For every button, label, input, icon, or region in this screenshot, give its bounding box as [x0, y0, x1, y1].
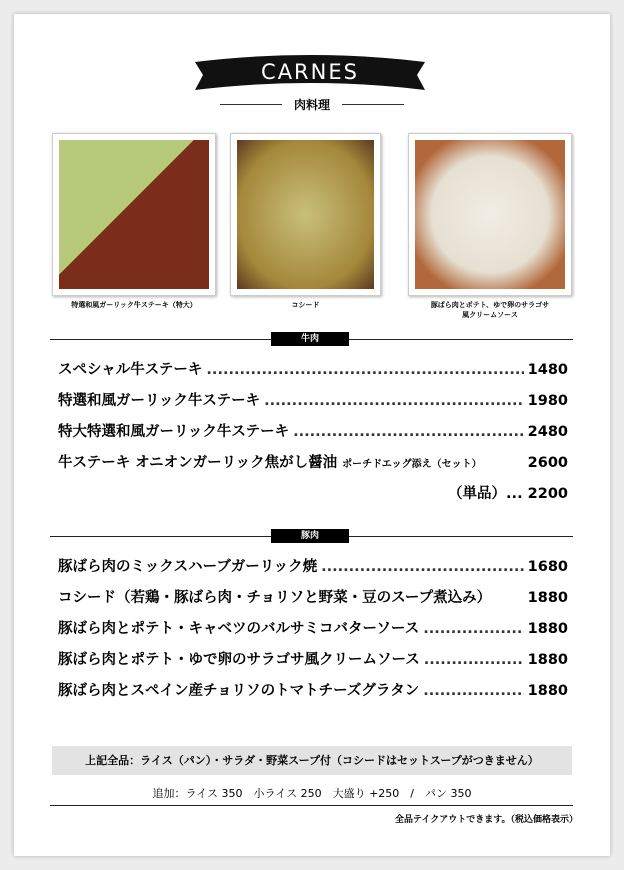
menu-item: （単品）... 2200 — [448, 486, 568, 502]
footer-divider — [50, 805, 573, 806]
menu-item: 豚ばら肉とスペイン産チョリソのトマトチーズグラタン ..... 1880 — [58, 679, 568, 700]
additions-note: 追加：ライス 350 小ライス 250 大盛り +250 / パン 350 — [152, 787, 472, 800]
menu-item: 豚ばら肉とポテト・ゆで卵のサラゴサ風クリームソース ..... 1880 — [58, 648, 568, 669]
menu-item: 特選和風ガーリック牛ステーキ ..... 1980 — [58, 389, 568, 410]
section-label: 牛肉 — [271, 332, 349, 346]
menu-item: 豚ばら肉とポテト・キャベツのバルサミコバターソース ..... 1880 — [58, 617, 568, 638]
included-note: 上記全品：ライス（パン）・サラダ・野菜スープ付（コシードはセットスープがつきません） — [52, 746, 572, 775]
photo-cocido — [230, 133, 381, 296]
photo-caption: コシード — [291, 301, 320, 309]
menu-item: 特大特選和風ガーリック牛ステーキ ..... 2480 — [58, 420, 568, 441]
menu-item: 豚ばら肉のミックスハーブガーリック焼 ..... 1680 — [58, 555, 568, 576]
section-divider-beef — [50, 334, 573, 344]
section-label: 豚肉 — [271, 529, 349, 543]
photo-steak — [52, 133, 216, 296]
photo-pork-cream — [408, 133, 572, 296]
photo-caption: 豚ばら肉とポテト、ゆで卵のサラゴサ風クリームソース — [430, 301, 550, 319]
title-banner — [195, 54, 425, 96]
section-divider-pork — [50, 531, 573, 541]
page-title: CARNES — [261, 60, 359, 84]
menu-item: 牛ステーキ オニオンガーリック焦がし醤油 ポーチドエッグ添え（セット） 2600 — [58, 455, 568, 471]
menu-item: スペシャル牛ステーキ ..... 1480 — [58, 358, 568, 379]
page-subtitle: 肉料理 — [200, 96, 424, 113]
takeout-note: 全品テイクアウトできます。（税込価格表示） — [395, 815, 578, 825]
menu-item: コシード（若鶏・豚ばら肉・チョリソと野菜・豆のスープ煮込み） 1880 — [58, 590, 568, 606]
photo-caption: 特選和風ガーリック牛ステーキ（特大） — [71, 301, 197, 309]
